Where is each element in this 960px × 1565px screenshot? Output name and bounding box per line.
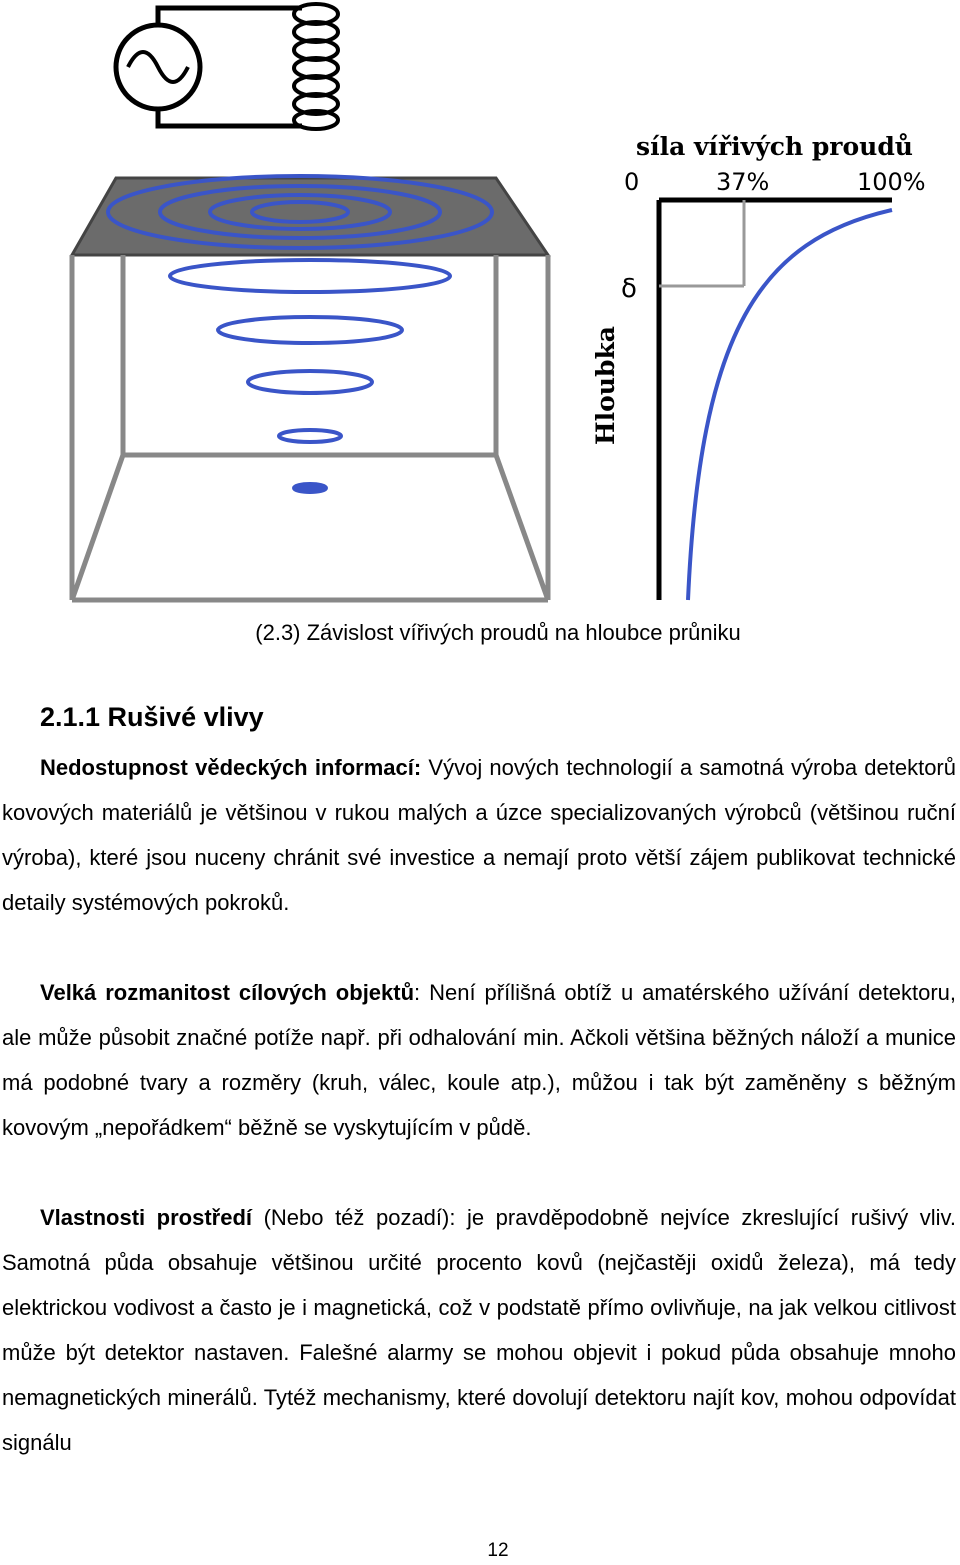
paragraph-1-text: Vývoj nových technologií a samotná výroba detektorů kovových materiálů je většinou v rukou malých a úzce specializovaných výrobců (většinou ruční výroba), které jsou nuceny chránit své investice a nemají proto větší zájem publikovat technické detaily systémových pokroků. xyxy=(2,755,956,915)
material-box xyxy=(72,176,548,600)
paragraph-3-text: (Nebo též pozadí): je pravděpodobně nejvíce zkreslující rušivý vliv. Samotná půda obsahuje většinou určité procento kovů (nejčastěji oxidů železa), má tedy elektrickou vodivost a často je i magnetická, což v podstatě přímo ovlivňuje, na jak velkou citlivost může být detektor nastaven. Falešné alarmy se mohou objevit i pokud půda obsahuje mnoho nemagnetických minerálů. Tytéž mechanismy, které dovolují detektoru najít kov, mohou odpovídat signálu xyxy=(2,1205,957,1455)
sine-wave-icon xyxy=(128,52,188,82)
paragraph-3 xyxy=(2,1195,956,1465)
coil-icon xyxy=(294,4,338,129)
paragraph-2-text: : Není přílišná obtíž u amatérského užívání detektoru, ale může působit značné potíže např. při odhalování min. Ačkoli většina běžných náloží a munice má podobné tvary a rozměry (kruh, válec, koule atp.), můžou i tak být zaměněny s běžným kovovým „nepořádkem“ běžně se vyskytujícím v půdě. xyxy=(2,980,956,1140)
circuit-diagram xyxy=(116,4,338,129)
delta-label: δ xyxy=(621,274,637,304)
figure-caption: (2.3) Závislost vířivých proudů na hloubce průniku xyxy=(255,620,741,645)
tick-label-37: 37% xyxy=(716,168,770,196)
page-number: 12 xyxy=(487,1540,509,1561)
circuit-wire xyxy=(158,8,302,126)
paragraph-3-term: Vlastnosti prostředí xyxy=(40,1205,253,1230)
depth-axis-label: Hloubka xyxy=(591,326,620,445)
paragraph-2-term: Velká rozmanitost cílových objektů xyxy=(40,980,415,1005)
decay-curve xyxy=(688,210,892,600)
eddy-current-figure xyxy=(0,0,960,610)
section-heading: 2.1.1 Rušivé vlivy xyxy=(40,702,264,732)
paragraph-1 xyxy=(2,745,956,925)
tick-label-100: 100% xyxy=(857,168,926,196)
paragraph-2 xyxy=(2,970,956,1150)
chart-title: síla vířivých proudů xyxy=(636,132,913,161)
depth-chart xyxy=(591,132,926,600)
paragraph-1-term: Nedostupnost vědeckých informací: xyxy=(40,755,422,780)
tick-label-0: 0 xyxy=(624,168,640,196)
